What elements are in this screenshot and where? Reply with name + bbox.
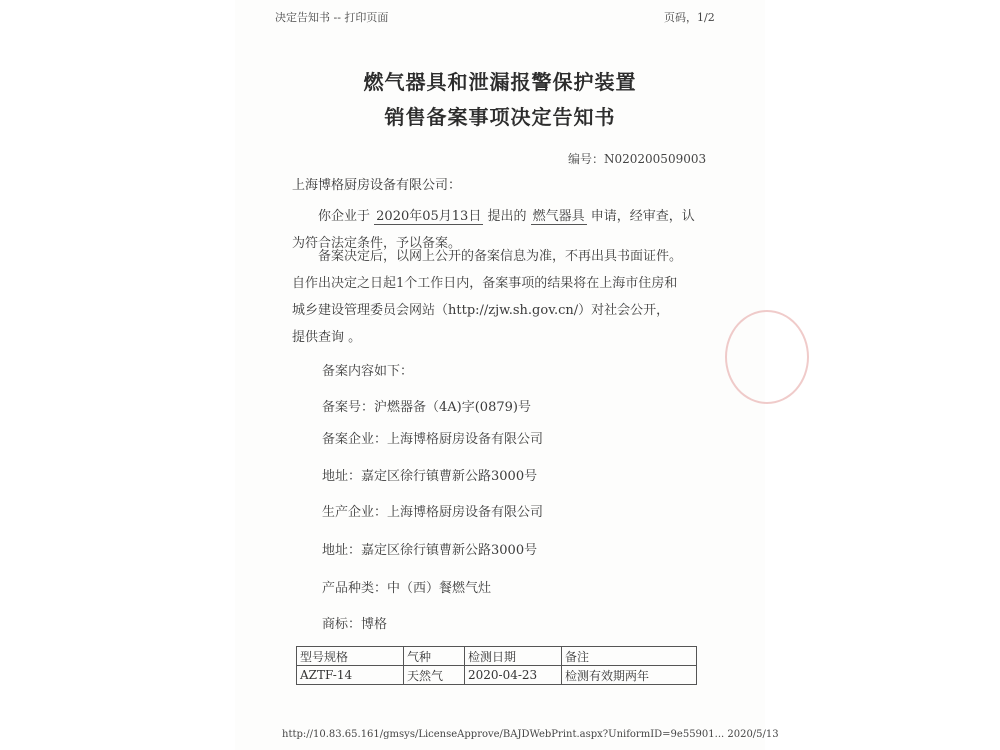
table-cell: 检测有效期两年: [562, 666, 697, 685]
table-cell: AZTF-14: [297, 666, 404, 685]
paragraph-notice-line1: 备案决定后，以网上公开的备案信息为准，不再出具书面证件。: [318, 249, 683, 264]
paragraph-notice-line3: 城乡建设管理委员会网站（http://zjw.sh.gov.cn/）对社会公开，: [292, 303, 670, 318]
filing-company: 备案企业：上海博格厨房设备有限公司: [322, 432, 544, 447]
paragraph-decision-line2: 为符合法定条件，予以备案。: [292, 236, 462, 251]
model-table: [296, 646, 697, 685]
text-mid: 提出的: [487, 209, 527, 224]
product-category: 产品种类：中（西）餐燃气灶: [322, 581, 492, 596]
print-footer-url: http://10.83.65.161/gmsys/LicenseApprove/BAJDWebPrint.aspx?UniformID=9e55901... 2020/5/13: [282, 729, 779, 740]
filing-content-heading: 备案内容如下：: [322, 364, 414, 379]
document-number: 编号：N020200509003: [568, 152, 707, 166]
filing-number: 备案号：沪燃器备（4A)字(0879)号: [322, 400, 531, 415]
application-product: 燃气器具: [532, 209, 585, 224]
manufacturer: 生产企业：上海博格厨房设备有限公司: [322, 505, 544, 520]
trademark: 商标：博格: [322, 617, 388, 632]
paragraph-notice-line4: 提供查询 。: [292, 330, 362, 345]
table-header-cell: 备注: [562, 647, 697, 666]
text-post: 申请，经审查，认: [590, 209, 695, 224]
text-pre: 你企业于: [318, 209, 371, 224]
print-header-page: 页码，1/2: [664, 11, 715, 24]
table-cell: 天然气: [404, 666, 465, 685]
table-header-row: [297, 647, 697, 666]
filing-company-address: 地址：嘉定区徐行镇曹新公路3000号: [322, 469, 538, 484]
addressee-company: 上海博格厨房设备有限公司：: [292, 178, 462, 193]
table-header-cell: 型号规格: [297, 647, 404, 666]
table-cell: 2020-04-23: [465, 666, 562, 685]
official-seal-stamp: [725, 310, 809, 404]
manufacturer-address: 地址：嘉定区徐行镇曹新公路3000号: [322, 543, 538, 558]
application-date: 2020年05月13日: [376, 209, 482, 224]
table-header-cell: 检测日期: [465, 647, 562, 666]
paragraph-notice-line2: 自作出决定之日起1个工作日内，备案事项的结果将在上海市住房和: [292, 276, 678, 291]
document-title-line2: 销售备案事项决定告知书: [384, 105, 616, 129]
document-title-line1: 燃气器具和泄漏报警保护装置: [363, 70, 637, 94]
table-row: [297, 666, 697, 685]
paragraph-notice: [292, 243, 697, 351]
table-header-cell: 气种: [404, 647, 465, 666]
paragraph-decision-line1: [292, 203, 697, 230]
print-header-title: 决定告知书 -- 打印页面: [275, 11, 389, 24]
